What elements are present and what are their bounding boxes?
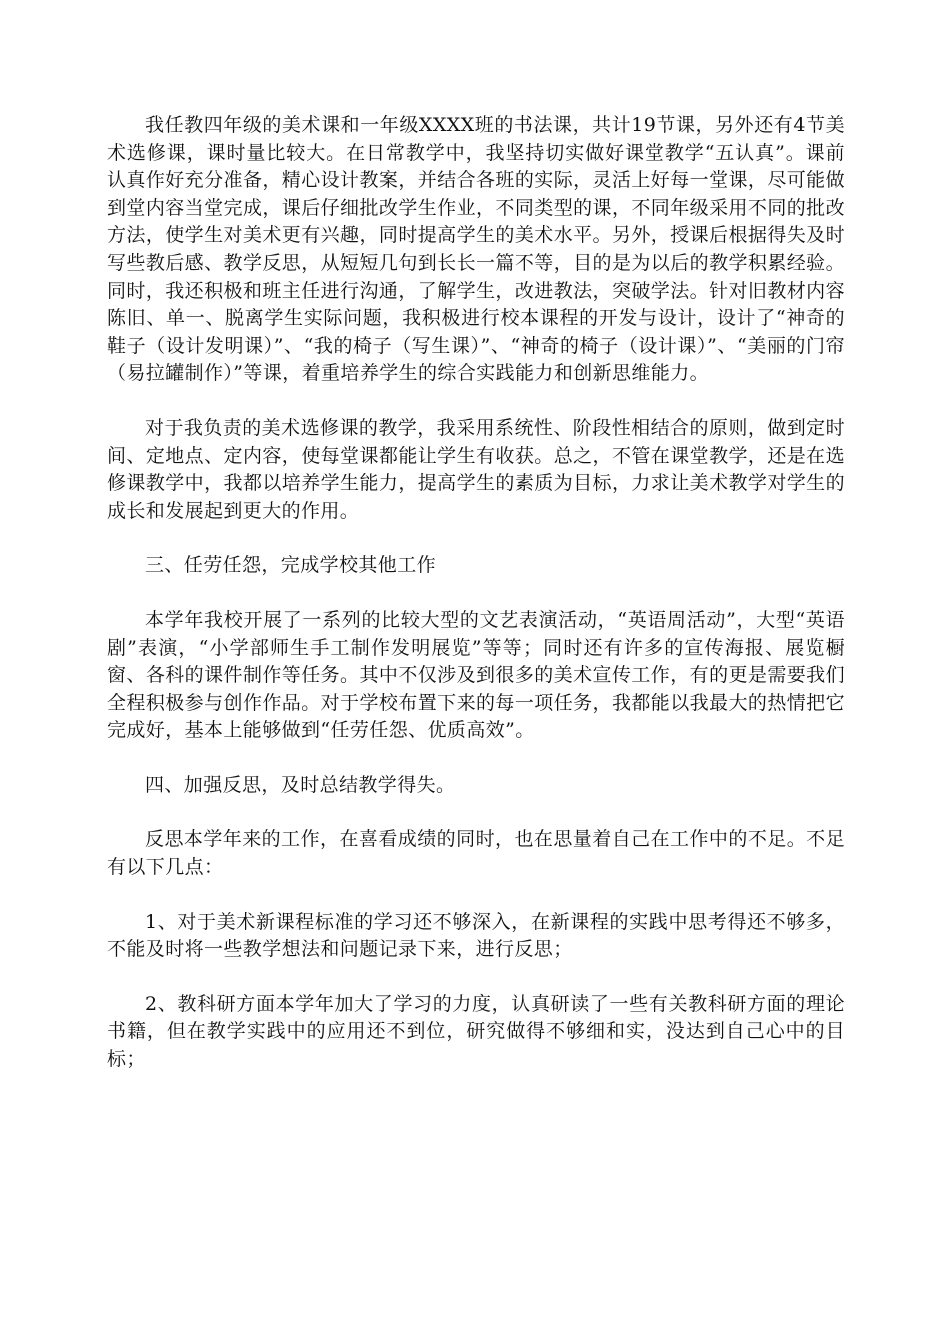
- list-item-2: 2、教科研方面本学年加大了学习的力度，认真研读了一些有关教科研方面的理论书籍，但在教学实践中的应用还不到位，研究做得不够细和实，没达到自己心中的目标；: [107, 992, 845, 1071]
- list-item-1: 1、对于美术新课程标准的学习还不够深入，在新课程的实践中思考得还不够多，不能及时将一些教学想法和问题记录下来，进行反思；: [107, 910, 845, 961]
- paragraph-school-activities: 本学年我校开展了一系列的比较大型的文艺表演活动，“英语周活动”，大型“英语剧”表演，“小学部师生手工制作发明展览”等等；同时还有许多的宣传海报、展览橱窗、各科的课件制作等任务。其中不仅涉及到很多的美术宣传工作，有的更是需要我们全程积极参与创作作品。对于学校布置下来的每一项任务，我都能以我最大的热情把它完成好，基本上能够做到“任劳任怨、优质高效”。: [107, 608, 845, 742]
- section-heading-3: 三、任劳任怨，完成学校其他工作: [145, 554, 437, 577]
- paragraph-art-teaching: 我任教四年级的美术课和一年级XXXX班的书法课，共计19节课，另外还有4节美术选修课，课时量比较大。在日常教学中，我坚持切实做好课堂教学“五认真”。课前认真作好充分准备，精心设计教案，并结合各班的实际，灵活上好每一堂课，尽可能做到堂内容当堂完成，课后仔细批改学生作业，不同类型的课，不同年级采用不同的批改方法，使学生对美术更有兴趣，同时提高学生的美术水平。另外，授课后根据得失及时写些教后感、教学反思，从短短几句到长长一篇不等，目的是为以后的教学积累经验。同时，我还积极和班主任进行沟通，了解学生，改进教法，突破学法。针对旧教材内容陈旧、单一、脱离学生实际问题，我积极进行校本课程的开发与设计，设计了“神奇的鞋子（设计发明课）”、“我的椅子（写生课）”、“神奇的椅子（设计课）”、“美丽的门帘（易拉罐制作）”等课，着重培养学生的综合实践能力和创新思维能力。: [107, 114, 845, 385]
- document-body: [107, 112, 845, 1074]
- section-heading-4: 四、加强反思，及时总结教学得失。: [145, 773, 456, 796]
- paragraph-reflection: 反思本学年来的工作，在喜看成绩的同时，也在思量着自己在工作中的不足。不足有以下几点：: [107, 828, 845, 879]
- paragraph-elective-course: 对于我负责的美术选修课的教学，我采用系统性、阶段性相结合的原则，做到定时间、定地点、定内容，使每堂课都能让学生有收获。总之，不管在课堂教学，还是在选修课教学中，我都以培养学生能力，提高学生的素质为目标，力求让美术教学对学生的成长和发展起到更大的作用。: [107, 416, 845, 522]
